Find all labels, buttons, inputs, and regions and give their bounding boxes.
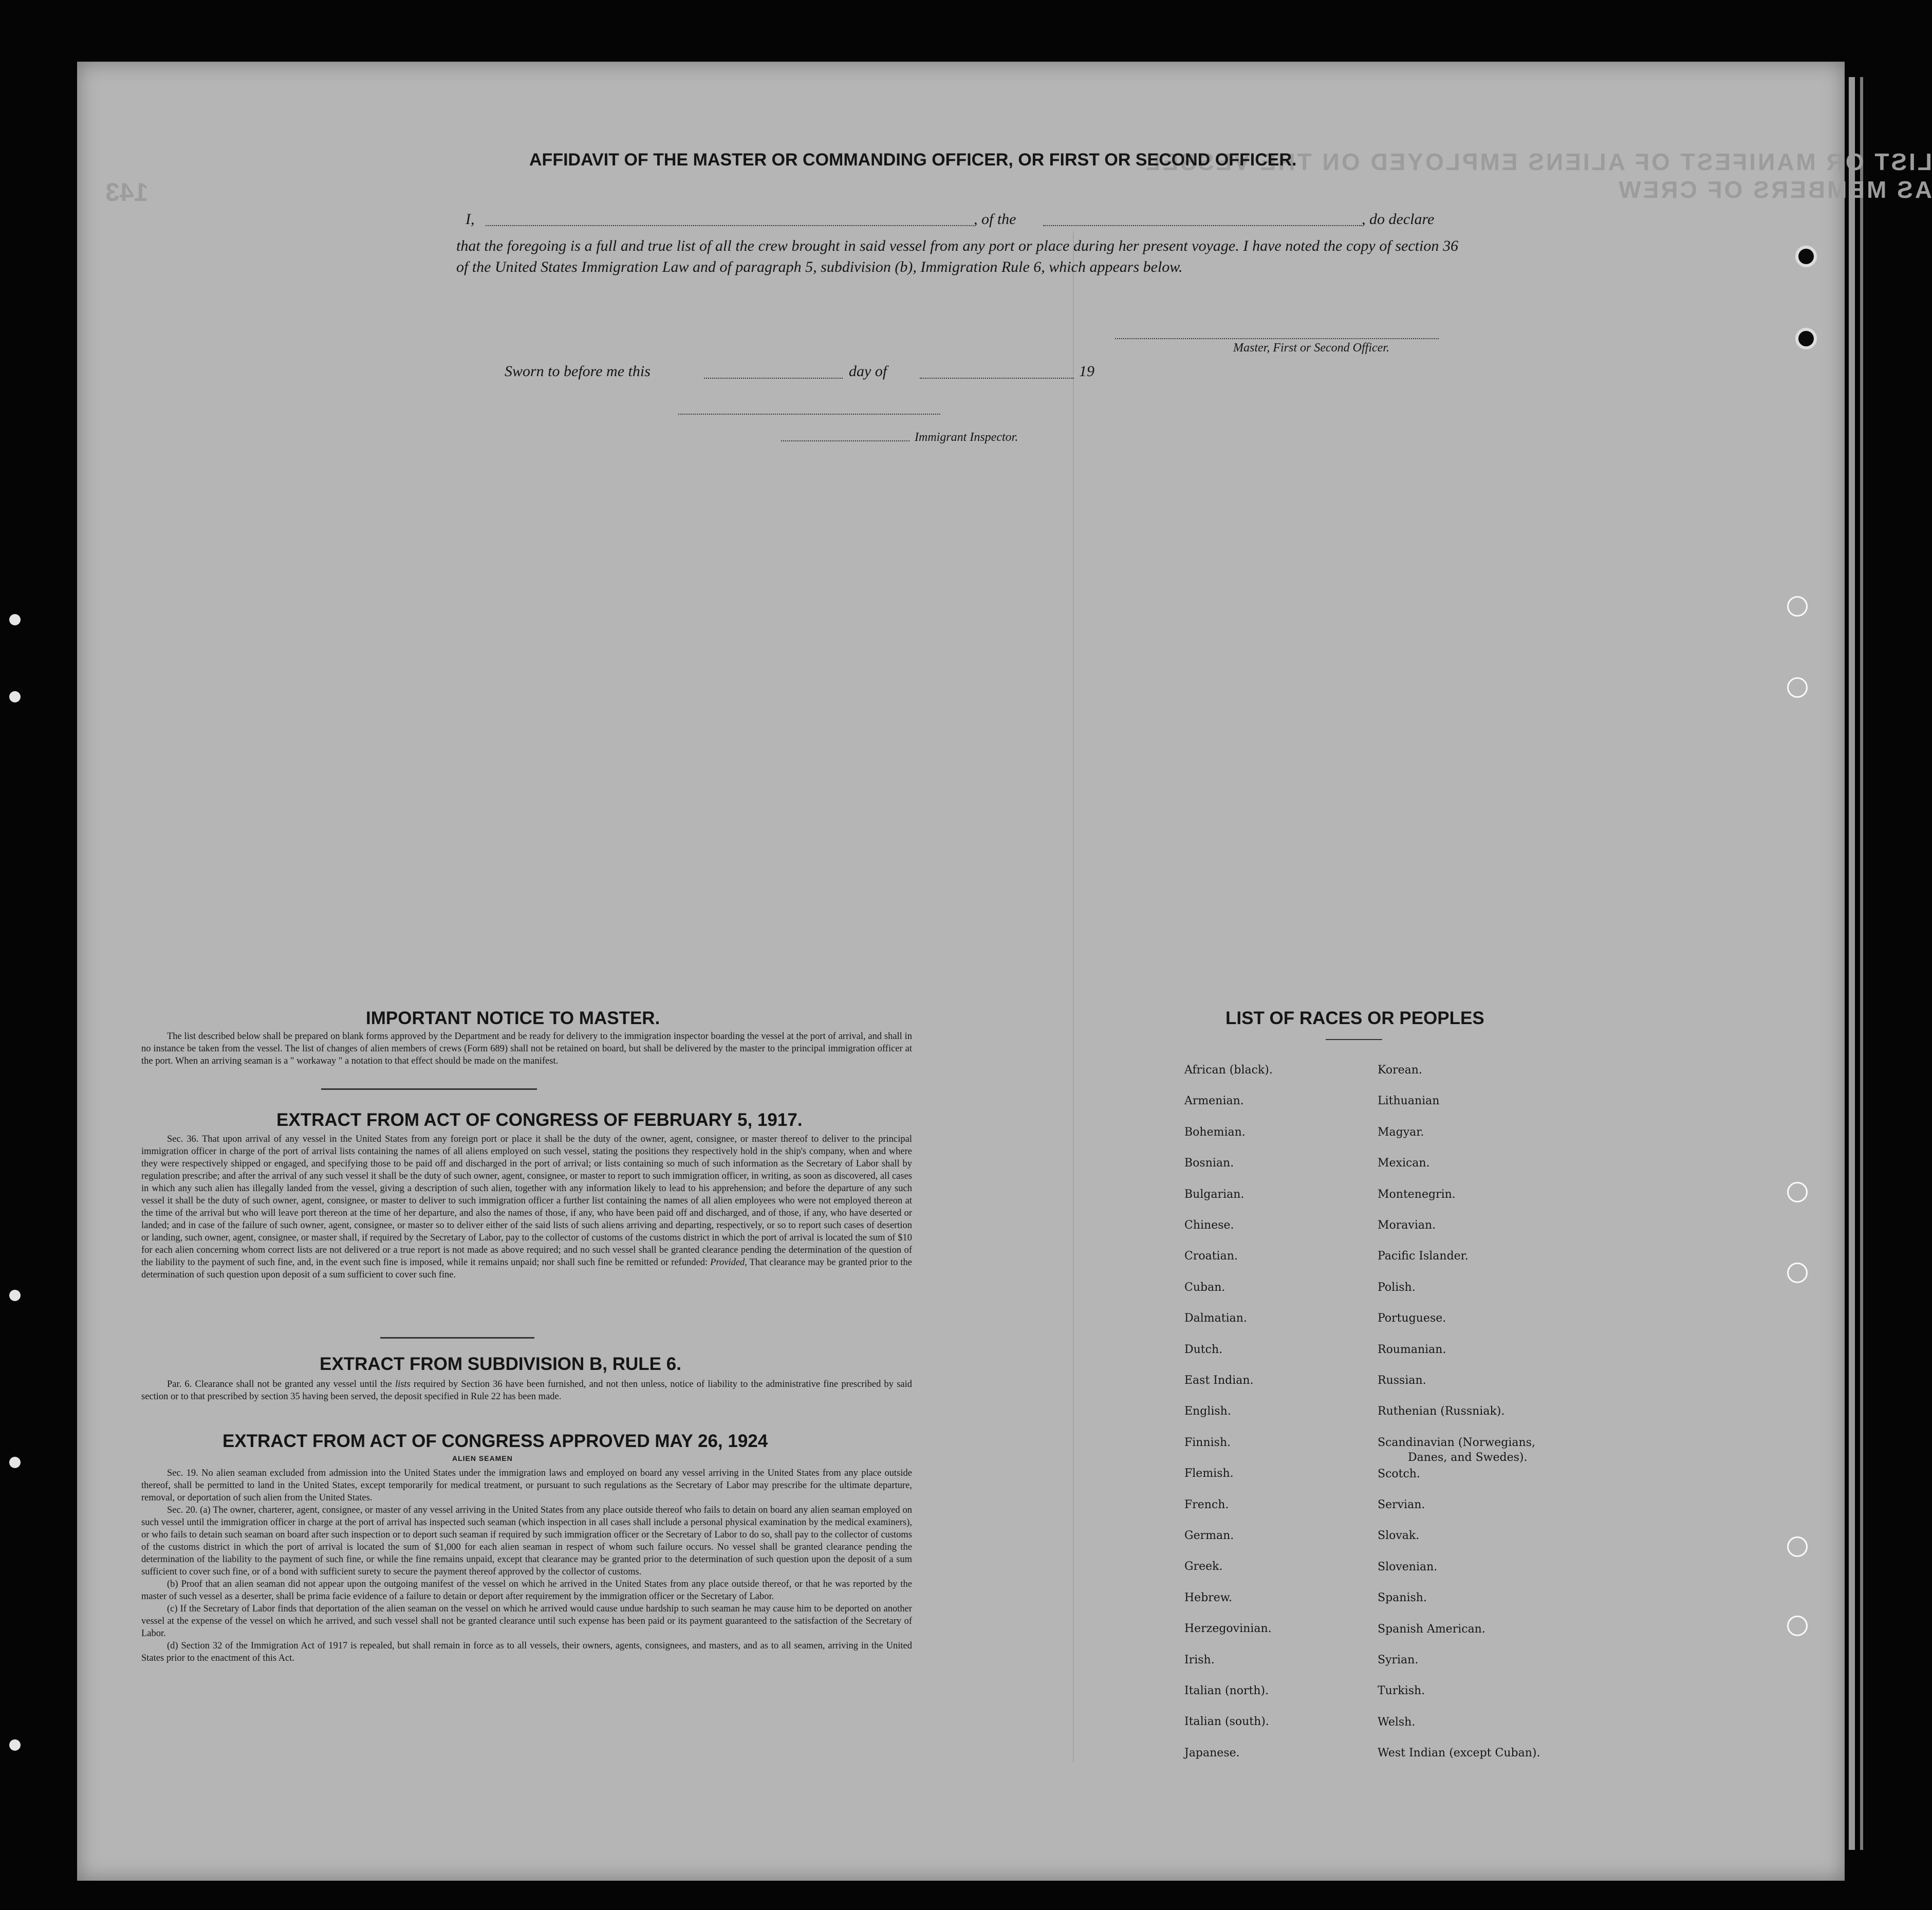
race-item: Portuguese. bbox=[1378, 1312, 1446, 1325]
race-item: Danes, and Swedes). bbox=[1408, 1451, 1528, 1464]
race-item: Armenian. bbox=[1184, 1095, 1244, 1107]
sworn-year-label: 19 bbox=[1079, 363, 1094, 380]
race-item: Finnish. bbox=[1184, 1436, 1231, 1449]
punch-hole-ring bbox=[1787, 677, 1808, 698]
race-item: Dutch. bbox=[1184, 1343, 1223, 1356]
name-blank-line[interactable] bbox=[486, 225, 974, 226]
sworn-label: Sworn to before me this bbox=[505, 363, 651, 380]
inspector-blank-top[interactable] bbox=[678, 414, 940, 415]
race-item: Russian. bbox=[1378, 1374, 1426, 1387]
race-item: Croatian. bbox=[1184, 1250, 1238, 1263]
race-item: Scandinavian (Norwegians, bbox=[1378, 1436, 1535, 1449]
binding-hole bbox=[9, 1739, 21, 1751]
vessel-blank-line[interactable] bbox=[1043, 225, 1362, 226]
extract-rule6-text-b: required by Section 36 have been furnished, and not then unless, notice of liability to the administrative fine prescribed by said section or to that prescribed by section 35 having been served, the deposit specified in Rule 22 has been made. bbox=[141, 1379, 913, 1402]
binding-post bbox=[1795, 246, 1817, 267]
race-item: French. bbox=[1184, 1498, 1229, 1511]
page-edge-stack bbox=[1860, 77, 1863, 1850]
affidavit-title: AFFIDAVIT OF THE MASTER OR COMMANDING OFFICER, OR FIRST OR SECOND OFFICER. bbox=[529, 150, 1297, 170]
race-item: Dalmatian. bbox=[1184, 1312, 1247, 1325]
page-edge-stack bbox=[1849, 77, 1855, 1850]
race-item: Spanish. bbox=[1378, 1591, 1427, 1604]
race-item: Bosnian. bbox=[1184, 1157, 1234, 1170]
extract-1924-sec20c: (c) If the Secretary of Labor finds that deportation of the alien seaman on the vessel on which he arrived would cause undue hardship to such seaman he may cause him to be deported on another vessel at the expense of the vessel on which he arrived, and such vessel shall not be granted clearance until such expense has been paid or its payment guaranteed to the satisfaction of the Secretary of Labor. bbox=[141, 1604, 912, 1639]
race-item: Spanish American. bbox=[1378, 1623, 1485, 1636]
races-title-rule bbox=[1326, 1039, 1382, 1040]
race-item: Slovak. bbox=[1378, 1529, 1420, 1542]
notice-text: The list described below shall be prepared on blank forms approved by the Department and be ready for delivery to the immigration inspector boarding the vessel at the port of arrival, and shall in no instance be taken from the vessel. The list of changes of alien members of crews (Form 689) shall not be retained on board, but shall be delivered by the master to the principal immigration officer at the port. When an arriving seaman is a " workaway " a notation to that effect should be made on the manifest. bbox=[141, 1031, 912, 1066]
extract-1917-body: That upon arrival of any vessel in the United States from any foreign port or place it shall be the duty of the owner, agent, consignee, or master thereof to deliver to the principal immigration officer in charge of the port of arrival lists containing the names of all aliens employed on such vessel, stating the positions they respectively hold in the ship's company, when and where they were respectively shipped or engaged, and specifying those to be paid off and discharged in the port of arrival; or lists containing so much of such information as the Secretary of Labor shall by regulation prescribe; and after the arrival of any such vessel it shall be the duty of such owner, agent, consignee, or master to report to such immigration officer, in writing, as soon as discovered, all cases in which any such alien has illegally landed from the vessel, giving a description of such alien, together with any information likely to lead to his apprehension; and before the departure of any such vessel it shall be the duty of such owner, agent, consignee, or master to deliver to such immigration officer a further list containing the names of all alien employees who were not employed thereon at the time of the arrival but who will leave port thereon at the time of her departure, and also the names of those, if any, who have been paid off and discharged, and of those, if any, who have deserted or landed; and in case of the failure of such owner, agent, consignee, or master so to deliver either of the said lists of such aliens arriving and departing, respectively, or so to report such cases of desertion or landing, such owner, agent, consignee, or master shall, if required by the Secretary of Labor, pay to the collector of customs of the customs district in which the port of arrival is located the sum of $10 for each alien concerning whom correct lists are not delivered or a true report is not made as above required; and no such vessel shall be granted clearance pending the determination of the question of the liability to the payment of such fine, and, in the event such fine is imposed, while it remains unpaid; nor shall such fine be remitted or refunded: bbox=[141, 1134, 912, 1268]
inspector-signature-line[interactable] bbox=[781, 440, 909, 441]
race-item: Italian (north). bbox=[1184, 1684, 1269, 1697]
extract-1924-subtitle: ALIEN SEAMEN bbox=[452, 1454, 513, 1462]
extract-1924-sec20a: Sec. 20. (a) The owner, charterer, agent, consignee, or master of any vessel arriving in the United States from any place outside thereof who fails to detain on board any alien seaman employed on such vessel until the immigration officer in charge at the port of arrival has inspected such seaman (which inspection in all cases shall include a personal physical examination by the medical examiners), or who fails to detain such seaman on board after such inspection or to deport such seaman if required by such immigration officer or the Secretary of Labor to do so, shall pay to the collector of customs of the customs district in which the port of arrival is located the sum of $1,000 for each alien seaman in respect of whom such failure occurs. No vessel shall be granted clearance pending the determination of the liability to the payment of such fine, or while the fine remains unpaid, except that clearance may be granted prior to the determination of such question upon the deposit of a sum sufficient to cover such fine, or of a bond with sufficient surety to secure the payment thereof approved by the collector of customs. bbox=[141, 1505, 912, 1577]
race-item: Montenegrin. bbox=[1378, 1188, 1456, 1201]
punch-hole-ring bbox=[1787, 596, 1808, 617]
extract-rule6-text-a: Par. 6. Clearance shall not be granted any vessel until the bbox=[167, 1379, 392, 1389]
declaration-do-declare-label: , do declare bbox=[1362, 211, 1435, 228]
extract-1917-sec-label: Sec. 36. bbox=[167, 1134, 199, 1144]
race-item: Welsh. bbox=[1378, 1716, 1416, 1729]
race-item: Servian. bbox=[1378, 1498, 1425, 1511]
race-item: African (black). bbox=[1184, 1064, 1273, 1077]
binding-hole bbox=[9, 614, 21, 625]
race-item: Syrian. bbox=[1378, 1654, 1419, 1666]
punch-hole-ring bbox=[1787, 1616, 1808, 1636]
declaration-i-label: I, bbox=[466, 211, 475, 228]
race-item: Polish. bbox=[1378, 1281, 1416, 1294]
extract-1924-sec20b: (b) Proof that an alien seaman did not appear upon the outgoing manifest of the vessel on which he arrived in the United States from any place outside thereof, or that he was reported by the master of such vessel as a deserter, shall be prima facie evidence of a failure to detain or deport after requirement by the immigration officer or the Secretary of Labor. bbox=[141, 1579, 912, 1602]
punch-hole-ring bbox=[1787, 1536, 1808, 1557]
race-item: English. bbox=[1184, 1405, 1231, 1418]
extract-1924-sec20d: (d) Section 32 of the Immigration Act of 1917 is repealed, but shall remain in force as to all vessels, their owners, agents, consignees, and masters, and as to all seamen, arriving in the United States prior to the enactment of this Act. bbox=[141, 1641, 912, 1663]
bleed-through-page-number: 143 bbox=[105, 178, 148, 207]
extract-1917-title: EXTRACT FROM ACT OF CONGRESS OF FEBRUARY 5, 1917. bbox=[276, 1110, 803, 1130]
race-item: Lithuanian bbox=[1378, 1095, 1440, 1107]
affidavit-statement: that the foregoing is a full and true list of all the crew brought in said vessel from any port or place during her present voyage. I have noted the copy of section 36 of the United States Immigration Law and of paragraph 5, subdivision (b), Immigration Rule 6, which appears below. bbox=[456, 237, 1458, 275]
extract-1917-provided: Provided, bbox=[710, 1257, 747, 1268]
extract-1924-text bbox=[141, 1467, 912, 1664]
race-item: Japanese. bbox=[1184, 1747, 1240, 1759]
master-signature-label: Master, First or Second Officer. bbox=[1233, 341, 1389, 355]
inspector-label: Immigrant Inspector. bbox=[915, 431, 1018, 444]
bleed-through-heading: LIST OR MANIFEST OF ALIENS EMPLOYED ON THE VESSEL AS MEMBERS OF CREW bbox=[1144, 149, 1932, 203]
race-item: Irish. bbox=[1184, 1654, 1215, 1666]
binding-hole bbox=[9, 1457, 21, 1468]
extract-rule6-text bbox=[141, 1378, 912, 1403]
declaration-of-the-label: , of the bbox=[974, 211, 1016, 228]
race-item: Ruthenian (Russniak). bbox=[1378, 1405, 1505, 1418]
center-fold-line bbox=[1073, 231, 1074, 1763]
race-item: Bohemian. bbox=[1184, 1126, 1246, 1139]
race-item: Italian (south). bbox=[1184, 1715, 1269, 1728]
race-item: Slovenian. bbox=[1378, 1561, 1438, 1573]
race-item: Greek. bbox=[1184, 1560, 1223, 1573]
punch-hole-ring bbox=[1787, 1263, 1808, 1283]
race-item: Chinese. bbox=[1184, 1219, 1234, 1232]
race-item: Moravian. bbox=[1378, 1219, 1436, 1232]
race-item: Hebrew. bbox=[1184, 1591, 1233, 1604]
extract-rule6-lists: lists bbox=[395, 1379, 411, 1389]
race-item: German. bbox=[1184, 1529, 1234, 1542]
race-item: Bulgarian. bbox=[1184, 1188, 1244, 1201]
race-item: Cuban. bbox=[1184, 1281, 1225, 1294]
binding-hole bbox=[9, 1290, 21, 1301]
race-item: Roumanian. bbox=[1378, 1343, 1446, 1356]
races-title: LIST OF RACES OR PEOPLES bbox=[1225, 1008, 1484, 1028]
race-item: Pacific Islander. bbox=[1378, 1250, 1469, 1263]
race-item: Mexican. bbox=[1378, 1157, 1430, 1170]
extract-1917-text bbox=[141, 1133, 912, 1281]
day-of-label: day of bbox=[849, 363, 887, 380]
race-item: East Indian. bbox=[1184, 1374, 1254, 1387]
sworn-day-blank[interactable] bbox=[704, 378, 843, 379]
section-rule bbox=[321, 1088, 537, 1090]
race-item: West Indian (except Cuban). bbox=[1378, 1747, 1540, 1759]
race-item: Korean. bbox=[1378, 1064, 1422, 1077]
extract-1924-title: EXTRACT FROM ACT OF CONGRESS APPROVED MAY 26, 1924 bbox=[222, 1431, 768, 1451]
master-signature-line[interactable] bbox=[1115, 338, 1439, 339]
binding-post bbox=[1795, 328, 1817, 349]
race-item: Scotch. bbox=[1378, 1468, 1420, 1480]
punch-hole-ring bbox=[1787, 1182, 1808, 1202]
notice-title: IMPORTANT NOTICE TO MASTER. bbox=[366, 1008, 660, 1028]
race-item: Flemish. bbox=[1184, 1467, 1234, 1480]
race-item: Herzegovinian. bbox=[1184, 1622, 1272, 1635]
section-rule bbox=[380, 1337, 534, 1339]
race-item: Magyar. bbox=[1378, 1126, 1424, 1139]
extract-rule6-title: EXTRACT FROM SUBDIVISION B, RULE 6. bbox=[320, 1354, 681, 1374]
sworn-month-blank[interactable] bbox=[920, 378, 1074, 379]
extract-1917-body-end: That clearance may be granted prior to the determination of such question upon deposit of a sum sufficient to cover such fine. bbox=[141, 1257, 913, 1280]
race-item: Turkish. bbox=[1378, 1684, 1425, 1697]
binding-hole bbox=[9, 691, 21, 702]
extract-1924-sec19: Sec. 19. No alien seaman excluded from admission into the United States under the immigration laws and employed on board any vessel arriving in the United States from any place outside thereof, shall be permitted to land in the United States, except temporarily for medical treatment, or pursuant to such regulations as the Secretary of Labor may prescribe for the ultimate departure, removal, or deportation of such alien from the United States. bbox=[141, 1468, 912, 1503]
